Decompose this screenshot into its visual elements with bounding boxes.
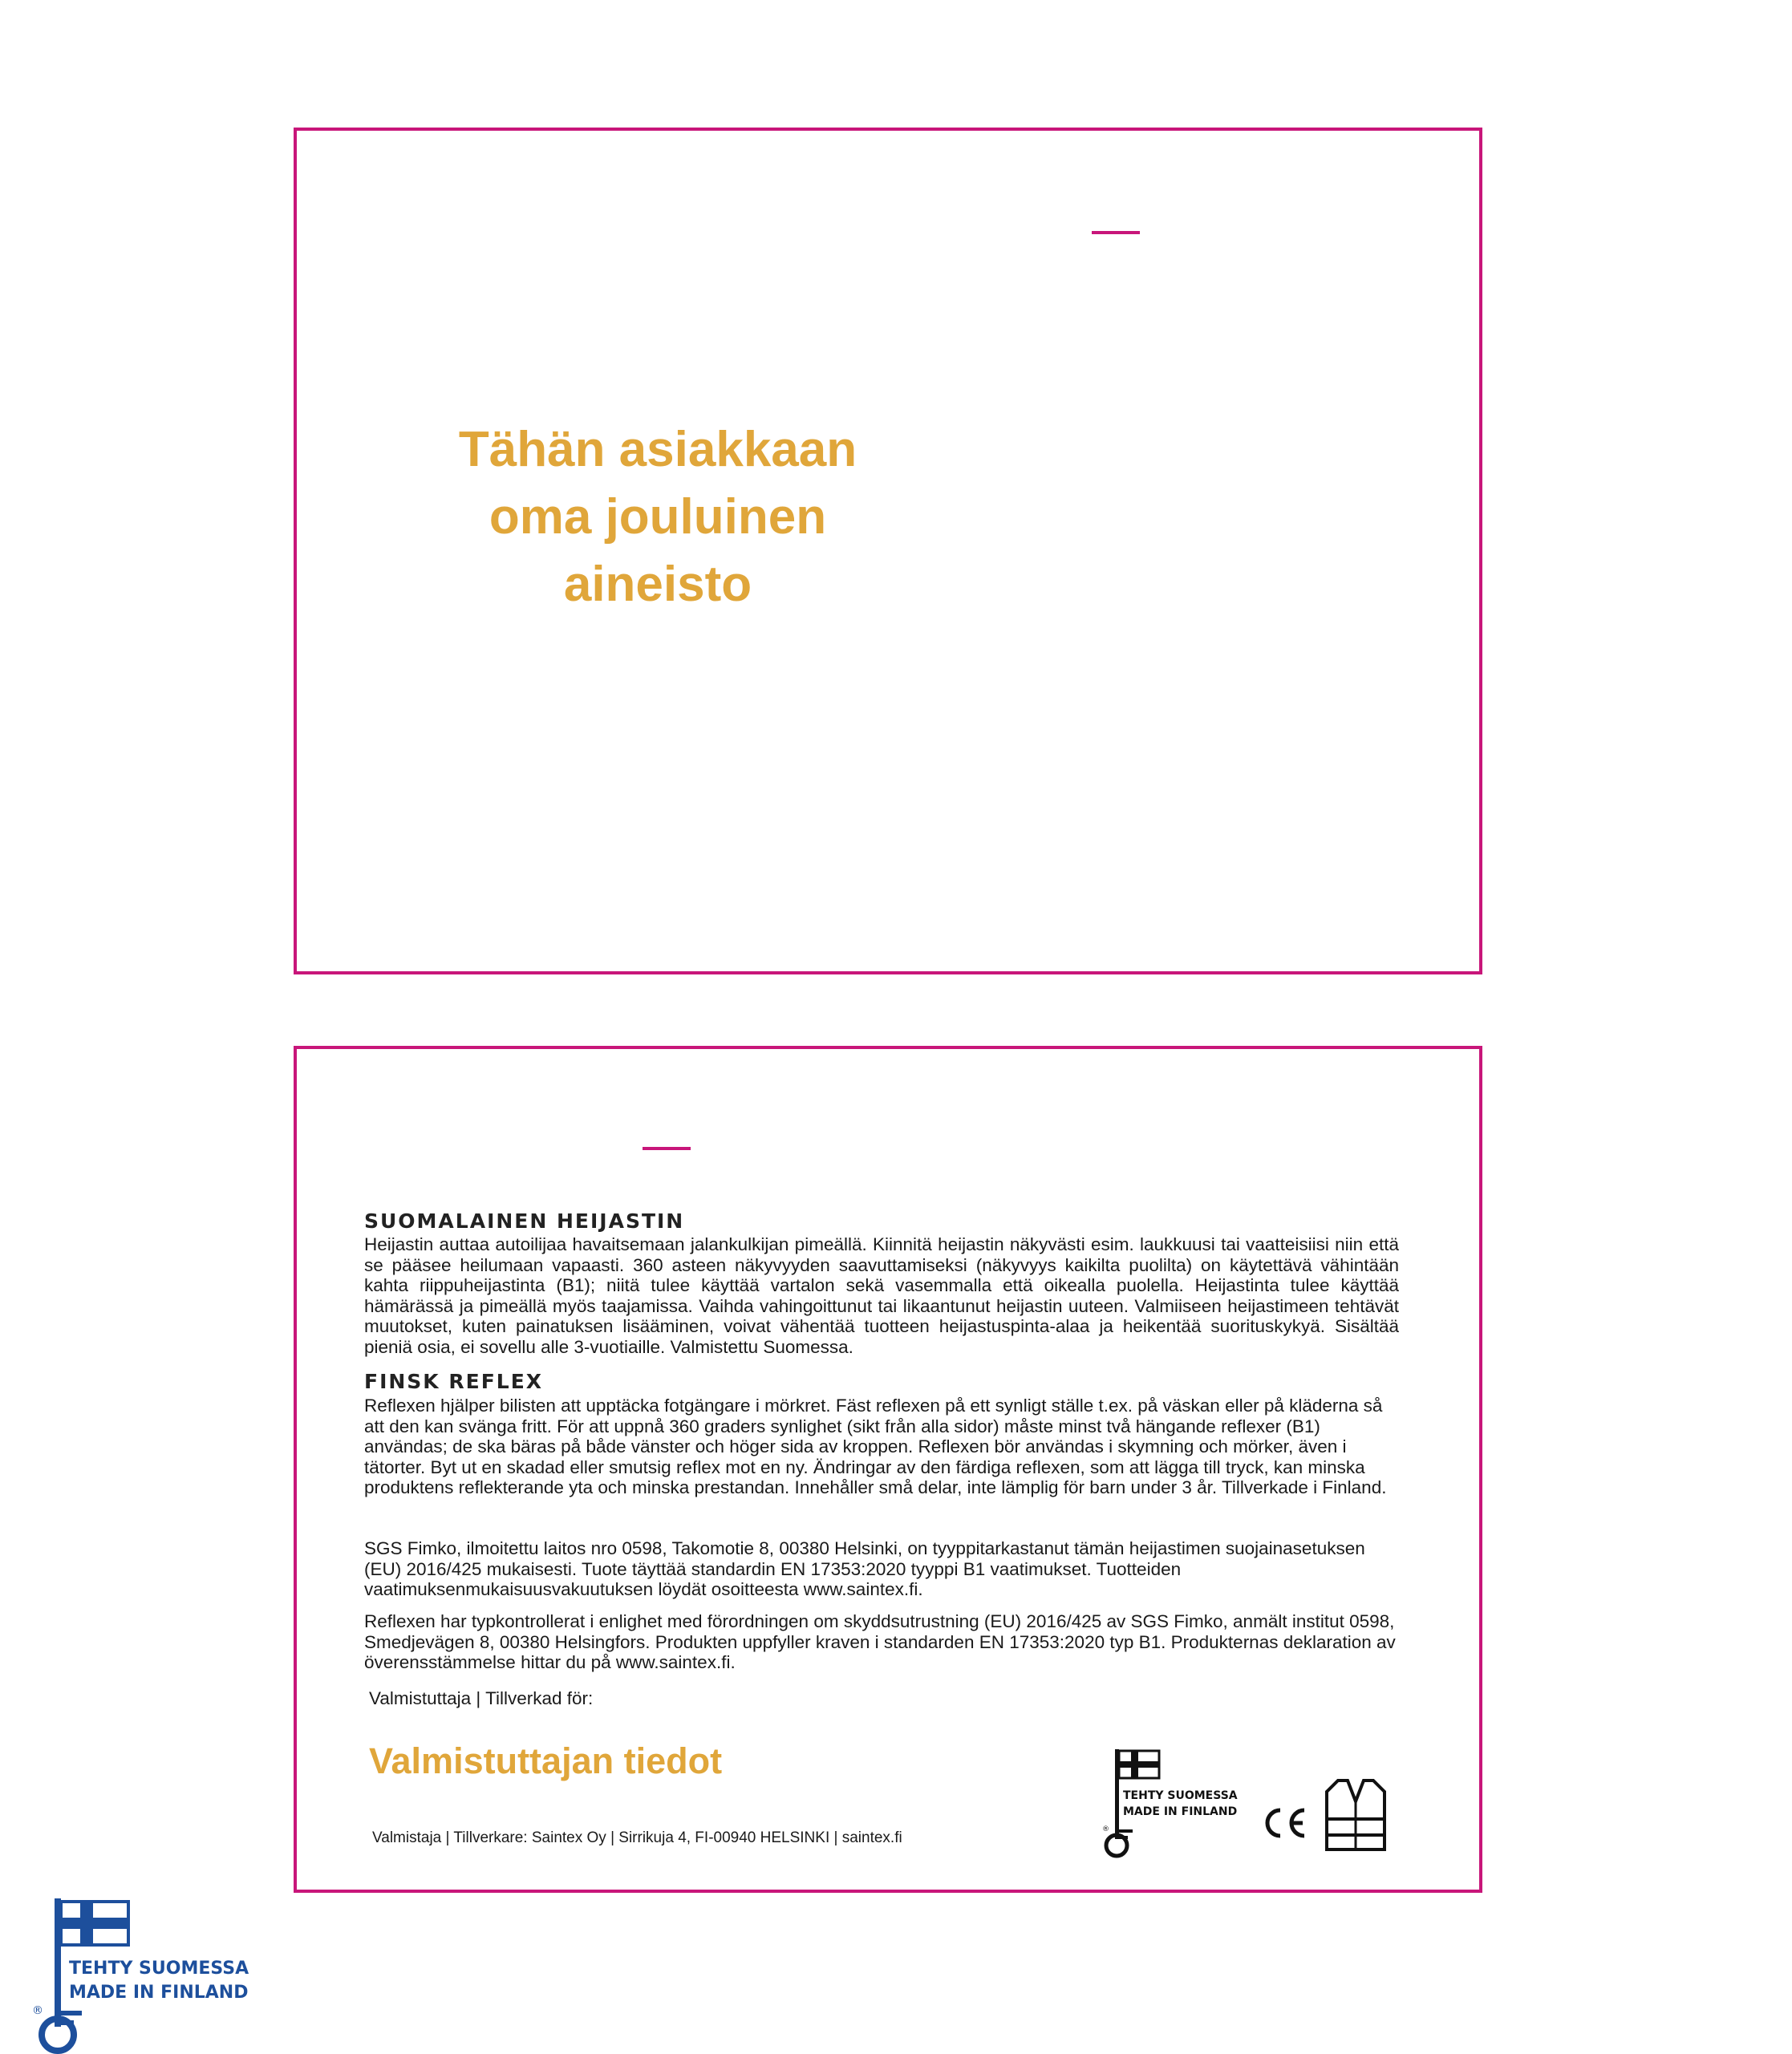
svg-text:TEHTY SUOMESSA: TEHTY SUOMESSA [1123, 1789, 1238, 1802]
svg-text:MADE IN FINLAND: MADE IN FINLAND [69, 1983, 249, 2003]
svg-text:MADE IN FINLAND: MADE IN FINLAND [1123, 1805, 1238, 1818]
back-panel [294, 1046, 1482, 1893]
front-panel [294, 128, 1482, 974]
placeholder-line-2: oma jouluinen [489, 489, 827, 545]
finnish-instructions: Heijastin auttaa autoilijaa havaitsemaan jalankulkijan pimeällä. Kiinnitä heijastin näkyvästi esim. laukkuusi tai vaatteisiisi niin että se pääsee heilumaan vapaasti. 360 asteen näkyvyyden saavuttamiseksi (näkyvyys kaikilta puolilta) on käytettävä vähintään kahta riippuheijastinta (B1); niitä tulee käyttää vartalon sekä vasemmalla että oikealla puolella. Heijastinta tulee käyttää hämärässä ja pimeällä myös taajamissa. Vaihda vahingoittunut tai likaantunut heijastin uuteen. Valmiiseen heijastimeen tehtävät muutokset, kuten painatuksen lisääminen, voivat vähentää tuotteen heijastuspinta-alaa ja heikentää suorituskykyä. Sisältää pieniä osia, ei sovellu alle 3-vuotiaille. Valmistettu Suomessa. [364, 1234, 1399, 1357]
svg-text:®: ® [32, 2004, 43, 2017]
moon-icon [1391, 1817, 1415, 1846]
reflective-vest-icon [1324, 1777, 1388, 1853]
fold-mark [643, 1147, 691, 1150]
artwork-placeholder-text [409, 416, 906, 618]
manufacturer-placeholder: Valmistuttajan tiedot [369, 1740, 723, 1781]
key-flag-logo [1096, 1746, 1238, 1858]
finnish-heading: SUOMALAINEN HEIJASTIN [364, 1209, 685, 1233]
svg-text:TEHTY SUOMESSA: TEHTY SUOMESSA [69, 1959, 249, 1979]
swedish-instructions: Reflexen hjälper bilisten att upptäcka fotgängare i mörkret. Fäst reflexen på ett synligt ställe t.ex. på väskan eller på kläderna så att den kan svänga fritt. För att uppnå 360 graders synlighet (sikt från alla sidor) måste minst två hängande reflexer (B1) användas; de ska bäras på både vänster och höger sida av kroppen. Reflexen bör användas i skymning och mörker, även i tätorter. Byt ut en skadad eller smutsig reflex mot en ny. Ändringar av den färdiga reflexen, som att lägga till tryck, kan minska produktens reflekterande yta och minska prestandan. Innehåller små delar, inte lämplig för barn under 3 år. Tillverkade i Finland. [364, 1396, 1387, 1497]
placeholder-line-3: aineisto [563, 557, 752, 612]
fold-mark [1092, 231, 1140, 234]
key-flag-logo-large [27, 1894, 249, 2054]
svg-text:®: ® [1102, 1825, 1109, 1833]
placeholder-line-1: Tähän asiakkaan [458, 422, 857, 477]
certification-text-fi: SGS Fimko, ilmoitettu laitos nro 0598, Takomotie 8, 00380 Helsinki, on tyyppitarkastanut tämän heijastimen suojainasetuksen (EU) 2016/425 mukaisesti. Tuote täyttää standardin EN 17353:2020 tyyppi B1 vaatimukset. Tuotteiden vaatimuksenmukaisuusvakuutuksen löydät osoitteesta www.saintex.fi. [364, 1538, 1365, 1599]
manufacturer-label: Valmistuttaja | Tillverkad för: [369, 1688, 594, 1708]
manufacturer-footer: Valmistaja | Tillverkare: Saintex Oy | Sirrikuja 4, FI-00940 HELSINKI | saintex.fi [372, 1829, 902, 1846]
swedish-heading: FINSK REFLEX [364, 1370, 544, 1393]
ce-mark-icon [1259, 1807, 1309, 1839]
certification-text-sv: Reflexen har typkontrollerat i enlighet med förordningen om skyddsutrustning (EU) 2016/425 av SGS Fimko, anmält institut 0598, Smedjevägen 8, 00380 Helsingfors. Produkten uppfyller kraven i standarden EN 17353:2020 typ B1. Produkternas deklaration av överensstämmelse hittar du på www.saintex.fi. [364, 1611, 1396, 1672]
